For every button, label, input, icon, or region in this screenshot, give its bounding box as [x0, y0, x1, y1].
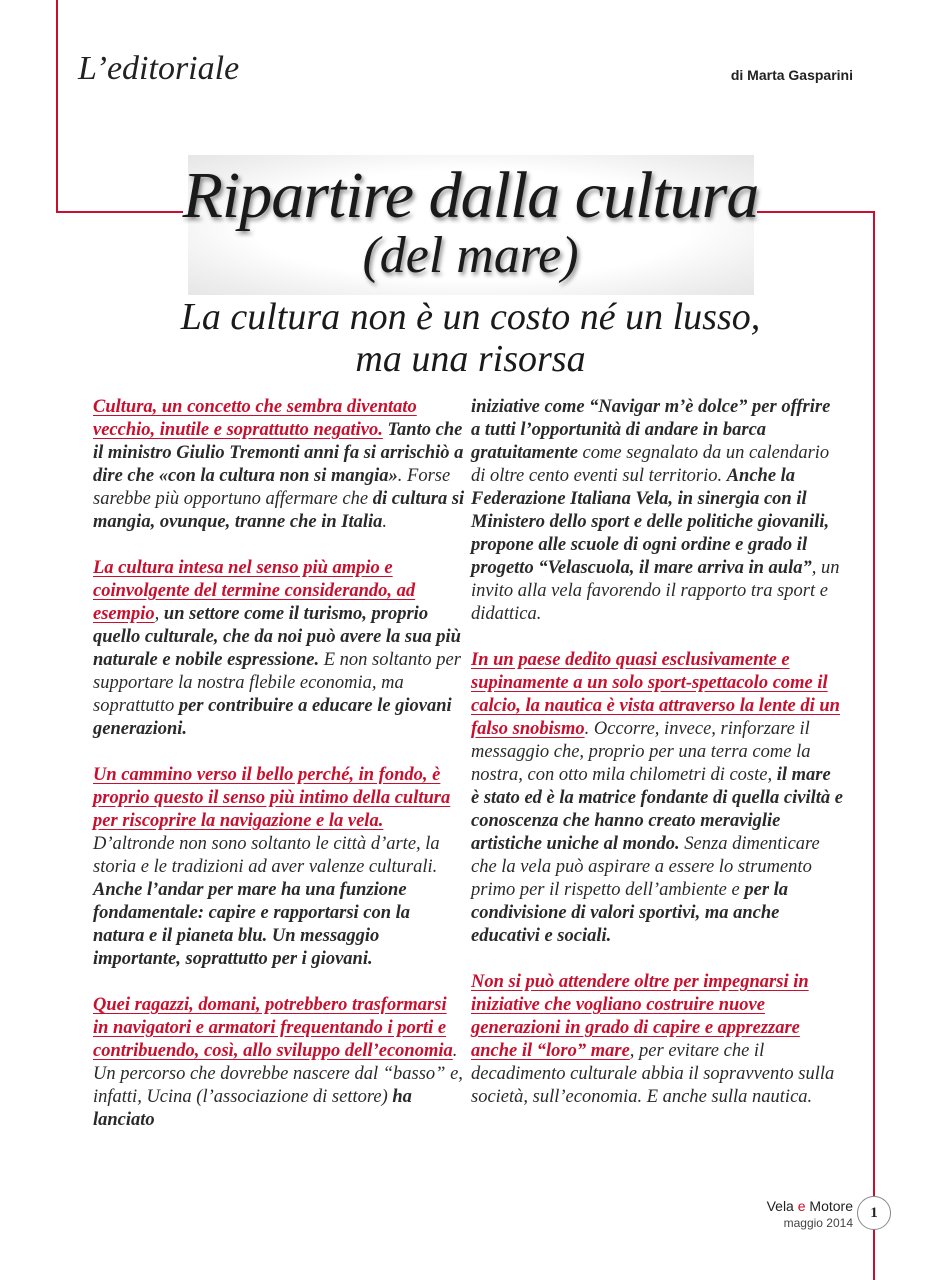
- bold-text: iniziative come “Navigar m’è dolce” per offrire a tutti l’opportunità di andare in barca gratuitamente: [471, 397, 831, 463]
- paragraph: [93, 764, 465, 971]
- magazine-name: [767, 1198, 853, 1214]
- body-text: , un invito alla vela favorendo il rapporto tra sport e didattica.: [471, 558, 840, 624]
- author-byline: di Marta Gasparini: [730, 67, 853, 83]
- body-text: ,: [154, 604, 164, 624]
- body-text: D’altronde non sono soltanto le città d’arte, la storia e le tradizioni ad aver valenze culturali.: [93, 834, 440, 877]
- paragraph: [93, 557, 465, 741]
- bold-text: un settore come il turismo, proprio quello culturale, che da noi può avere la sua più naturale e nobile espressione.: [93, 604, 461, 670]
- section-label: L’editoriale: [78, 50, 240, 87]
- magazine-name-part: Motore: [805, 1198, 853, 1214]
- left-column: [93, 396, 465, 1155]
- body-text: . Forse sarebbe più opportuno affermare che: [93, 466, 451, 509]
- lead-sentence: Cultura, un concetto che sembra diventato vecchio, inutile e soprattutto negativo.: [93, 397, 417, 440]
- body-text: . Un percorso che dovrebbe nascere dal “basso” e, infatti, Ucina (l’associazione di settore): [93, 1041, 463, 1107]
- bold-text: Anche l’andar per mare ha una funzione fondamentale: capire e rapportarsi con la natura e il pianeta blu. Un messaggio importante, soprattutto per i giovani.: [93, 880, 411, 969]
- bold-text: per la condivisione di valori sportivi, ma anche educativi e sociali.: [471, 880, 789, 946]
- magazine-name-accent: e: [797, 1198, 806, 1214]
- bold-text: per contribuire a educare le giovani generazioni.: [93, 696, 452, 739]
- frame-line-right-vertical-bottom: [873, 1229, 875, 1280]
- paragraph: [93, 396, 465, 534]
- magazine-name-part: Vela: [766, 1198, 798, 1214]
- body-text: Senza dimenticare che la vela può aspirare a essere lo strumento primo per il rispetto dell’ambiente e: [471, 834, 820, 900]
- body-text: E non soltanto per supportare la nostra flebile economia, ma soprattutto: [93, 650, 461, 716]
- lead-sentence: Non si può attendere oltre per impegnarsi in iniziative che vogliano costruire nuove generazioni in grado di capire e apprezzare anche il “loro” mare: [471, 972, 809, 1061]
- subtitle: [0, 296, 941, 380]
- right-column: [471, 396, 843, 1132]
- issue-date: maggio 2014: [783, 1216, 853, 1230]
- headline: Ripartire dalla cultura: [182, 159, 759, 232]
- lead-sentence: In un paese dedito quasi esclusivamente e supinamente a un solo sport-spettacolo come il calcio, la nautica è vista attraverso la lente di un falso snobismo: [471, 650, 840, 739]
- body-text: , per evitare che il decadimento culturale abbia il sopravvento sulla società, sull’economia. E anche sulla nautica.: [471, 1041, 835, 1107]
- body-text: come segnalato da un calendario di oltre cento eventi sul territorio.: [471, 443, 830, 486]
- subtitle-line-2: ma una risorsa: [355, 338, 586, 380]
- paragraph: [471, 649, 843, 948]
- bold-text: Anche la Federazione Italiana Vela, in sinergia con il Ministero dello sport e delle politiche giovanili, propone alle scuole di ogni ordine e grado il progetto “Velascuola, il mare arriva in aula”: [471, 466, 830, 578]
- subtitle-line-1: La cultura non è un costo né un lusso,: [180, 296, 761, 338]
- headline-second-line: (del mare): [362, 227, 579, 284]
- body-text: . Occorre, invece, rinforzare il messaggio che, proprio per una terra come la nostra, con otto mila chilometri di coste,: [471, 719, 811, 785]
- bold-text: ha lanciato: [93, 1087, 412, 1130]
- lead-sentence: Un cammino verso il bello perché, in fondo, è proprio questo il senso più intimo della cultura per riscoprire la navigazione e la vela.: [93, 765, 451, 831]
- lead-sentence: La cultura intesa nel senso più ampio e coinvolgente del termine considerando, ad esempio: [93, 558, 416, 624]
- paragraph: [471, 396, 843, 626]
- bold-text: Tanto che il ministro Giulio Tremonti anni fa si arrischiò a dire che «con la cultura non si mangia»: [93, 420, 464, 486]
- lead-sentence: Quei ragazzi, domani, potrebbero trasformarsi in navigatori e armatori frequentando i porti e contribuendo, così, allo sviluppo dell’economia: [93, 995, 453, 1061]
- page-number: 1: [857, 1196, 891, 1230]
- paragraph: [93, 994, 465, 1132]
- bold-text: di cultura si mangia, ovunque, tranne che in Italia: [93, 489, 465, 532]
- body-text: .: [382, 512, 387, 532]
- bold-text: il mare è stato ed è la matrice fondante di quella civiltà e conoscenza che hanno creato meraviglie artistiche uniche al mondo.: [471, 765, 843, 854]
- paragraph: [471, 971, 843, 1109]
